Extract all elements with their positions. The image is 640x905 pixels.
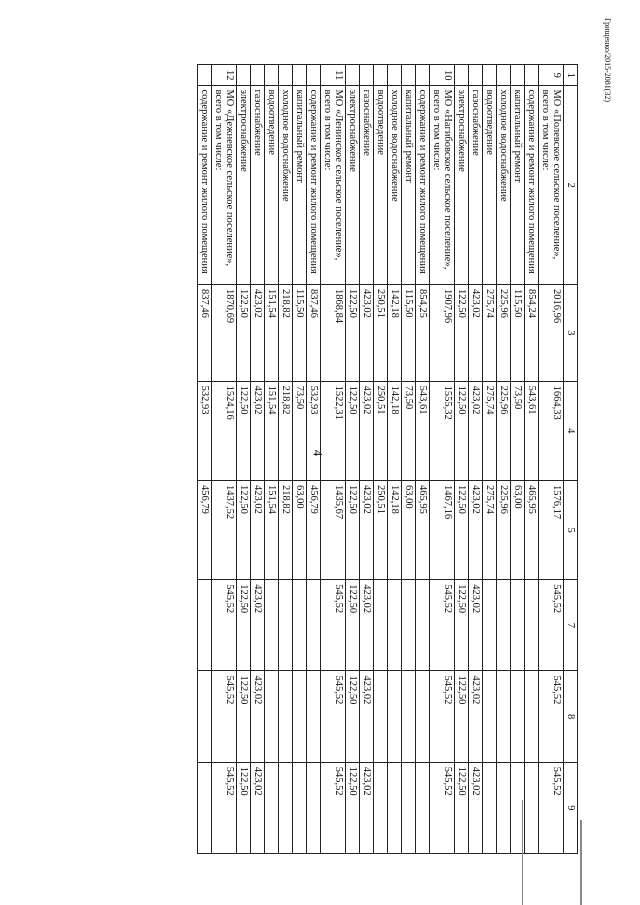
value-col-3: 115,50	[402, 285, 416, 382]
value-col-5: 122,50	[455, 480, 469, 579]
value-col-4: 423,02	[360, 381, 374, 480]
row-name: газоснабжение	[469, 86, 483, 285]
page-number: 4	[310, 449, 326, 457]
row-name: капитальный ремонт	[511, 86, 525, 285]
value-col-3: 854,24	[525, 285, 539, 382]
value-col-4: 122,50	[455, 381, 469, 480]
value-col-8: 423,02	[251, 671, 265, 762]
value-col-9	[265, 762, 279, 853]
value-col-8: 545,52	[539, 671, 564, 762]
value-col-9	[279, 762, 293, 853]
value-col-3: 218,82	[279, 285, 293, 382]
header-col-2: 2	[564, 86, 578, 285]
value-col-8	[388, 671, 402, 762]
value-col-3: 423,02	[360, 285, 374, 382]
value-col-7: 423,02	[360, 580, 374, 671]
value-col-7	[416, 580, 430, 671]
row-name: электроснабжение	[346, 86, 360, 285]
value-col-3: 142,18	[388, 285, 402, 382]
row-index	[525, 65, 539, 86]
value-col-8: 122,50	[237, 671, 251, 762]
row-name: МО «Нагибовское сельское поселение», всего в том числе:	[430, 86, 455, 285]
value-col-5: 122,50	[346, 480, 360, 579]
row-index	[346, 65, 360, 86]
row-name: капитальный ремонт	[402, 86, 416, 285]
value-col-3: 250,51	[374, 285, 388, 382]
value-col-3: 423,02	[251, 285, 265, 382]
row-name: электроснабжение	[455, 86, 469, 285]
value-col-4: 151,54	[265, 381, 279, 480]
value-col-3: 423,02	[469, 285, 483, 382]
value-col-3: 2016,96	[539, 285, 564, 382]
value-col-9: 122,50	[346, 762, 360, 853]
value-col-7	[497, 580, 511, 671]
table-row	[525, 65, 539, 854]
value-col-5: 456,79	[307, 480, 321, 579]
value-col-9: 423,02	[360, 762, 374, 853]
value-col-3: 837,46	[307, 285, 321, 382]
header-row	[564, 65, 578, 854]
row-index	[483, 65, 497, 86]
value-col-5: 1435,67	[321, 480, 346, 579]
row-name: содержание и ремонт жилого помещения	[198, 86, 212, 285]
row-index	[293, 65, 307, 86]
value-col-5: 225,96	[497, 480, 511, 579]
row-index	[455, 65, 469, 86]
value-col-3: 275,74	[483, 285, 497, 382]
value-col-5: 423,02	[360, 480, 374, 579]
value-col-4: 423,02	[251, 381, 265, 480]
value-col-9	[388, 762, 402, 853]
value-col-7	[374, 580, 388, 671]
table-body	[198, 65, 564, 854]
value-col-4: 543,61	[525, 381, 539, 480]
value-col-9: 545,52	[321, 762, 346, 853]
value-col-7: 545,52	[430, 580, 455, 671]
table-row	[346, 65, 360, 854]
value-col-4: 122,50	[237, 381, 251, 480]
value-col-7: 423,02	[251, 580, 265, 671]
value-col-7: 122,50	[237, 580, 251, 671]
row-name: МО «Дежневское сельское поселение», всего в том числе:	[212, 86, 237, 285]
value-col-8: 545,52	[321, 671, 346, 762]
table-row	[430, 65, 455, 854]
value-col-5: 423,02	[251, 480, 265, 579]
value-col-9	[402, 762, 416, 853]
value-col-5: 1437,52	[212, 480, 237, 579]
value-col-9	[483, 762, 497, 853]
value-col-5: 142,18	[388, 480, 402, 579]
row-index	[497, 65, 511, 86]
value-col-4: 1522,31	[321, 381, 346, 480]
value-col-3: 122,50	[237, 285, 251, 382]
table-row	[469, 65, 483, 854]
tariff-table	[197, 64, 578, 854]
row-index	[469, 65, 483, 86]
value-col-8: 423,02	[360, 671, 374, 762]
value-col-3: 225,96	[497, 285, 511, 382]
value-col-9	[293, 762, 307, 853]
value-col-5: 63,00	[293, 480, 307, 579]
table-row	[293, 65, 307, 854]
value-col-4: 225,96	[497, 381, 511, 480]
row-index	[237, 65, 251, 86]
row-name: холодное водоснабжение	[388, 86, 402, 285]
value-col-3: 854,25	[416, 285, 430, 382]
value-col-7	[402, 580, 416, 671]
row-index	[360, 65, 374, 86]
header-col-9: 9	[564, 762, 578, 853]
value-col-3: 122,50	[346, 285, 360, 382]
value-col-5: 456,79	[198, 480, 212, 579]
table-row	[198, 65, 212, 854]
scan-artifact-line	[580, 820, 582, 905]
value-col-5: 423,02	[469, 480, 483, 579]
value-col-9	[307, 762, 321, 853]
row-name: газоснабжение	[251, 86, 265, 285]
value-col-8	[511, 671, 525, 762]
value-col-7: 545,52	[212, 580, 237, 671]
row-name: холодное водоснабжение	[497, 86, 511, 285]
table-row	[307, 65, 321, 854]
row-name: содержание и ремонт жилого помещения	[307, 86, 321, 285]
row-name: содержание и ремонт жилого помещения	[416, 86, 430, 285]
value-col-7	[388, 580, 402, 671]
value-col-8	[525, 671, 539, 762]
value-col-4: 73,50	[293, 381, 307, 480]
row-index	[265, 65, 279, 86]
row-index	[511, 65, 525, 86]
row-index: 12	[212, 65, 237, 86]
value-col-8: 122,50	[346, 671, 360, 762]
value-col-9	[525, 762, 539, 853]
value-col-3: 151,54	[265, 285, 279, 382]
table-row	[251, 65, 265, 854]
value-col-5: 275,74	[483, 480, 497, 579]
value-col-7	[511, 580, 525, 671]
table-row	[483, 65, 497, 854]
value-col-9: 545,52	[430, 762, 455, 853]
value-col-8	[416, 671, 430, 762]
value-col-7: 545,52	[321, 580, 346, 671]
value-col-4: 423,02	[469, 381, 483, 480]
table-row	[497, 65, 511, 854]
row-name: водоотведение	[265, 86, 279, 285]
value-col-4: 122,50	[346, 381, 360, 480]
value-col-8	[293, 671, 307, 762]
value-col-7	[293, 580, 307, 671]
value-col-5: 218,82	[279, 480, 293, 579]
value-col-9	[198, 762, 212, 853]
table-row	[279, 65, 293, 854]
header-col-5: 5	[564, 480, 578, 579]
row-name: МО «Ленинское сельское поселение», всего в том числе:	[321, 86, 346, 285]
value-col-4: 532,93	[307, 381, 321, 480]
value-col-9: 122,50	[455, 762, 469, 853]
value-col-5: 151,54	[265, 480, 279, 579]
value-col-8: 545,52	[430, 671, 455, 762]
value-col-3: 1870,69	[212, 285, 237, 382]
table-row	[388, 65, 402, 854]
value-col-3: 837,46	[198, 285, 212, 382]
value-col-8	[497, 671, 511, 762]
value-col-3: 122,50	[455, 285, 469, 382]
value-col-5: 250,51	[374, 480, 388, 579]
value-col-3: 1868,84	[321, 285, 346, 382]
table-row	[402, 65, 416, 854]
row-index	[416, 65, 430, 86]
value-col-8	[483, 671, 497, 762]
value-col-3: 115,50	[293, 285, 307, 382]
value-col-5: 465,95	[416, 480, 430, 579]
row-name: содержание и ремонт жилого помещения	[525, 86, 539, 285]
row-index: 9	[539, 65, 564, 86]
value-col-8	[265, 671, 279, 762]
row-name: водоотведение	[374, 86, 388, 285]
value-col-5: 1467,16	[430, 480, 455, 579]
value-col-4: 142,18	[388, 381, 402, 480]
value-col-7	[307, 580, 321, 671]
row-index	[307, 65, 321, 86]
table-row	[321, 65, 346, 854]
row-index	[402, 65, 416, 86]
row-index	[279, 65, 293, 86]
table-row	[455, 65, 469, 854]
value-col-7: 545,52	[539, 580, 564, 671]
value-col-9: 423,02	[469, 762, 483, 853]
table-row	[416, 65, 430, 854]
row-name: капитальный ремонт	[293, 86, 307, 285]
header-col-4: 4	[564, 381, 578, 480]
value-col-9: 122,50	[237, 762, 251, 853]
value-col-5: 1576,17	[539, 480, 564, 579]
value-col-9: 545,52	[212, 762, 237, 853]
value-col-7	[265, 580, 279, 671]
value-col-8	[402, 671, 416, 762]
value-col-7: 122,50	[455, 580, 469, 671]
value-col-7	[279, 580, 293, 671]
row-name: газоснабжение	[360, 86, 374, 285]
value-col-8: 122,50	[455, 671, 469, 762]
row-index	[251, 65, 265, 86]
value-col-9: 423,02	[251, 762, 265, 853]
value-col-5: 122,50	[237, 480, 251, 579]
table-row	[237, 65, 251, 854]
table-row	[374, 65, 388, 854]
value-col-4: 73,50	[402, 381, 416, 480]
value-col-5: 63,00	[511, 480, 525, 579]
value-col-4: 1555,32	[430, 381, 455, 480]
value-col-9	[416, 762, 430, 853]
value-col-3: 115,50	[511, 285, 525, 382]
value-col-4: 250,51	[374, 381, 388, 480]
value-col-4: 73,50	[511, 381, 525, 480]
row-index	[388, 65, 402, 86]
row-index: 11	[321, 65, 346, 86]
row-name: холодное водоснабжение	[279, 86, 293, 285]
header-col-3: 3	[564, 285, 578, 382]
value-col-8	[279, 671, 293, 762]
value-col-4: 543,61	[416, 381, 430, 480]
value-col-8	[198, 671, 212, 762]
table-row	[511, 65, 525, 854]
value-col-8	[374, 671, 388, 762]
value-col-7: 423,02	[469, 580, 483, 671]
footer-note: Грищенко/2015-2081(32)	[603, 18, 612, 103]
table-row	[360, 65, 374, 854]
value-col-7	[483, 580, 497, 671]
table-row	[539, 65, 564, 854]
value-col-7	[525, 580, 539, 671]
header-col-1: 1	[564, 65, 578, 86]
tariff-table-sheet	[108, 64, 578, 854]
value-col-7: 122,50	[346, 580, 360, 671]
value-col-8: 545,52	[212, 671, 237, 762]
value-col-4: 218,82	[279, 381, 293, 480]
row-index: 10	[430, 65, 455, 86]
scan-artifact-line	[522, 800, 523, 905]
value-col-4: 1524,16	[212, 381, 237, 480]
row-name: МО «Полевское сельское поселение», всего в том числе:	[539, 86, 564, 285]
value-col-5: 63,00	[402, 480, 416, 579]
value-col-8	[307, 671, 321, 762]
row-name: водоотведение	[483, 86, 497, 285]
value-col-9	[497, 762, 511, 853]
header-col-7: 7	[564, 580, 578, 671]
value-col-7	[198, 580, 212, 671]
row-index	[374, 65, 388, 86]
value-col-8: 423,02	[469, 671, 483, 762]
value-col-9	[374, 762, 388, 853]
value-col-4: 1664,33	[539, 381, 564, 480]
table-row	[212, 65, 237, 854]
value-col-9: 545,52	[539, 762, 564, 853]
row-index	[198, 65, 212, 86]
value-col-4: 275,74	[483, 381, 497, 480]
value-col-4: 532,93	[198, 381, 212, 480]
row-name: электроснабжение	[237, 86, 251, 285]
table-row	[265, 65, 279, 854]
header-col-8: 8	[564, 671, 578, 762]
value-col-3: 1907,96	[430, 285, 455, 382]
value-col-5: 465,95	[525, 480, 539, 579]
